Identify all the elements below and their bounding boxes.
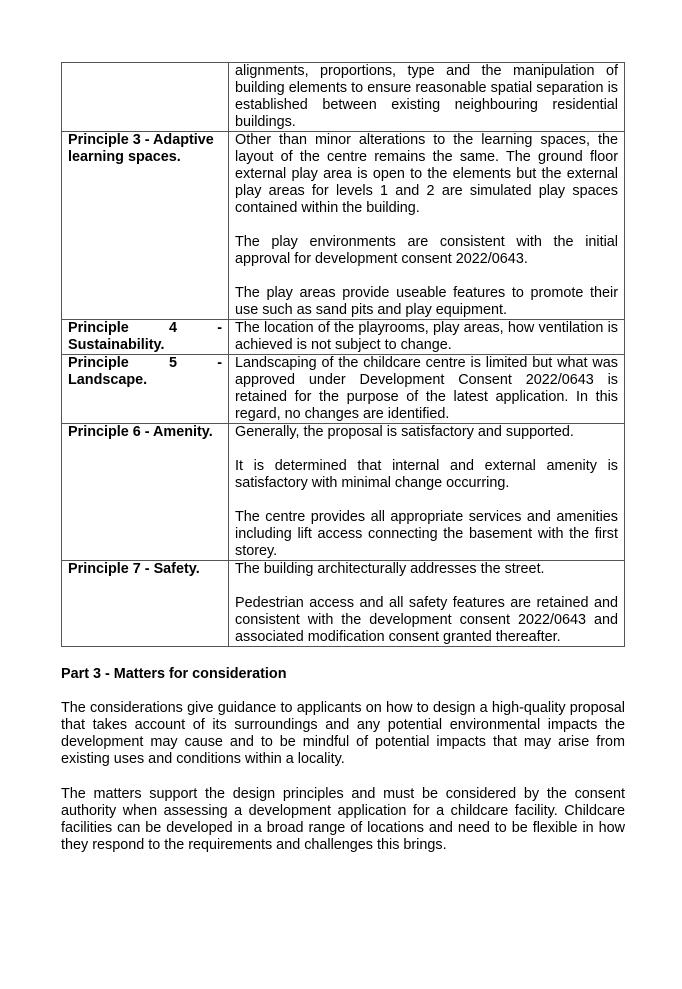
description-paragraph: The play areas provide useable features to promote their use such as sand pits and play equipment.: [235, 285, 618, 318]
description-paragraph: Pedestrian access and all safety features are retained and consistent with the development consent 2022/0643 and associated modification consent granted thereafter.: [235, 595, 618, 645]
description-paragraph: The play environments are consistent with the initial approval for development consent 2022/0643.: [235, 234, 618, 267]
table-row: [62, 424, 625, 561]
description-paragraph: It is determined that internal and external amenity is satisfactory with minimal change occurring.: [235, 458, 618, 491]
table-row: [62, 561, 625, 647]
description-cell: [229, 561, 625, 647]
table-row: [62, 132, 625, 320]
description-cell: [229, 355, 625, 424]
section-heading: Part 3 - Matters for consideration: [61, 666, 287, 682]
principle-label: Principle 4 -: [68, 320, 222, 336]
principle-cell: Principle 3 - Adaptive learning spaces.: [62, 132, 229, 320]
description-paragraph: Landscaping of the childcare centre is limited but what was approved under Development Consent 2022/0643 is retained for the purpose of the latest application. In this regard, no changes are identified.: [235, 355, 618, 422]
description-paragraph: The centre provides all appropriate services and amenities including lift access connecting the basement with the first storey.: [235, 509, 618, 559]
principle-cell: [62, 63, 229, 132]
principle-label: Sustainability.: [68, 337, 165, 353]
description-cell: [229, 424, 625, 561]
description-paragraph: The location of the playrooms, play areas, how ventilation is achieved is not subject to change.: [235, 320, 618, 353]
table-row: [62, 320, 625, 355]
table-row: [62, 355, 625, 424]
description-cell: [229, 132, 625, 320]
description-cell: [229, 320, 625, 355]
principle-cell: Principle 7 - Safety.: [62, 561, 229, 647]
description-cell: [229, 63, 625, 132]
principle-cell: [62, 320, 229, 355]
body-paragraph: The considerations give guidance to applicants on how to design a high-quality proposal that takes account of its surroundings and any potential environmental impacts the development may cause and to be mindful of potential impacts that may arise from existing uses and conditions within a locality.: [61, 700, 625, 767]
description-paragraph: The building architecturally addresses the street.: [235, 561, 545, 577]
body-paragraph: The matters support the design principles and must be considered by the consent authority when assessing a development application for a childcare facility. Childcare facilities can be developed in a broad range of locations and need to be flexible in how they respond to the requirements and challenges this brings.: [61, 786, 625, 853]
principle-cell: [62, 355, 229, 424]
design-principles-table: [61, 62, 625, 647]
principle-label: Principle 5 -: [68, 355, 222, 371]
table-row: [62, 63, 625, 132]
description-paragraph: Generally, the proposal is satisfactory and supported.: [235, 424, 574, 440]
principle-cell: Principle 6 - Amenity.: [62, 424, 229, 561]
description-paragraph: alignments, proportions, type and the manipulation of building elements to ensure reasonable spatial separation is established between existing neighbouring residential buildings.: [235, 63, 618, 130]
principle-label: Landscape.: [68, 372, 148, 388]
description-paragraph: Other than minor alterations to the learning spaces, the layout of the centre remains the same. The ground floor external play area is open to the elements but the external play areas for levels 1 and 2 are simulated play spaces contained within the building.: [235, 132, 618, 216]
